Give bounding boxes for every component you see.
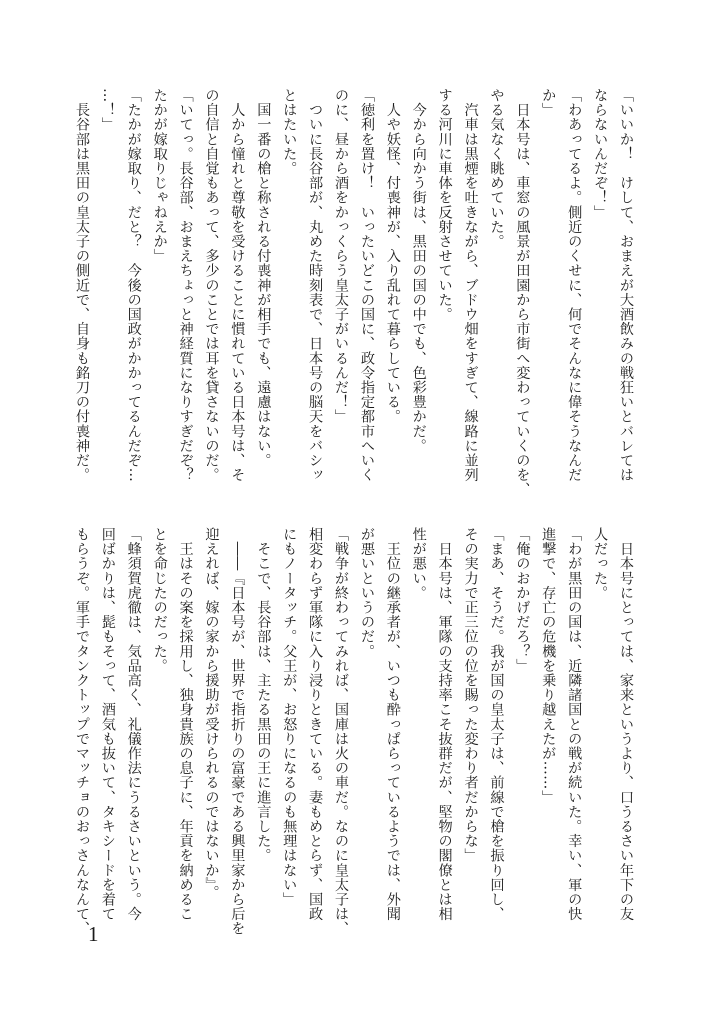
text-line: やる気なく眺めていた。 (488, 88, 505, 249)
text-line: 「蜂須賀虎徹は、気品高く、礼儀作法にうるさいという。今 (125, 527, 142, 922)
text-line: 迎えれば、嫁の家から援助が受けられるのではないか』。 (203, 527, 220, 900)
text-line: 日本号は、車窓の風景が田園から市街へ変わっていくのを、 (514, 88, 531, 497)
text-line: 進撃で、存亡の危機を乗り越えたが……」 (540, 527, 557, 805)
text-line: 「まあ、そうだ。我が国の皇太子は、前線で槍を振り回し、 (488, 527, 505, 922)
text-line: 人だった。 (592, 527, 609, 600)
text-line: にもノータッチ。父王が、お怒りになるのも無理はない」 (281, 527, 298, 907)
text-line: ならないんだぞ！」 (592, 88, 609, 220)
text-line: する河川に車体を反射させていた。 (436, 88, 453, 322)
text-line: 「たかが嫁取り、だと？ 今後の国政がかかってるんだぞ… (125, 88, 142, 483)
text-line: か」 (540, 88, 557, 118)
text-line: 相変わらず軍隊に入り浸りときている。妻もめとらず、国政 (307, 527, 324, 922)
text-line: 「わが黒田の国は、近隣諸国との戦が続いた。幸い、軍の快 (566, 527, 583, 922)
text-line: ――『日本号が、世界で指折りの富豪である興里家から后を (229, 527, 246, 936)
text-line: ついに長谷部が、丸めた時刻表で、日本号の脳天をバシッ (307, 88, 324, 483)
upper-text-block (68, 88, 638, 506)
text-line: 「徳利を置け！ いったいどこの国に、政令指定都市へいく (358, 88, 375, 483)
text-line: 汽車は黒煙を吐きながら、ブドウ畑をすぎて、線路に並列 (462, 88, 479, 483)
text-line: 「俺のおかげだろ？」 (514, 527, 531, 673)
text-line: とを命じたのだった。 (151, 527, 168, 673)
text-line: もらうぞ。軍手でタンクトップでマッチョのおっさんなんて、 (73, 527, 90, 936)
page-number: 1 (88, 922, 99, 946)
text-line: のに、昼から酒をかっくらう皇太子がいるんだ！」 (333, 88, 350, 424)
text-line: 「いいか！ けして、おまえが大酒飲みの戦狂いとバレては (618, 88, 634, 483)
text-line: が悪いというのだ。 (358, 527, 375, 659)
text-line: 王はその案を採用し、独身貴族の息子に、年貢を納めるこ (177, 527, 194, 922)
text-line: とはたいた。 (281, 88, 298, 176)
lower-text-block (68, 527, 638, 945)
text-line: 長谷部は黒田の皇太子の側近で、自身も銘刀の付喪神だ。 (73, 88, 90, 483)
text-line: 今から向かう街は、黒田の国の中でも、色彩豊かだ。 (410, 88, 427, 453)
text-line: 性が悪い。 (410, 527, 427, 600)
text-line: …！」 (99, 88, 116, 132)
text-line: 回ばかりは、髭もそって、酒気も抜いて、タキシードを着て (99, 527, 116, 922)
text-line: その実力で正三位の位を賜った変わり者だからな」 (462, 527, 479, 863)
text-line: そこで、長谷部は、主たる黒田の王に進言した。 (255, 527, 272, 863)
text-line: 日本号にとっては、家来というより、口うるさい年下の友 (618, 527, 634, 922)
text-line: 「戦争が終わってみれば、国庫は火の車だ。なのに皇太子は、 (333, 527, 350, 936)
text-line: 人や妖怪、付喪神が、入り乱れて暮らしている。 (384, 88, 401, 424)
text-line: 「わあってるよ。側近のくせに、何でそんなに偉そうなんだ (566, 88, 583, 483)
text-line: 「いてっ。長谷部、おまえちょっと神経質になりすぎだぞ？ (177, 88, 194, 483)
text-line: の自信と自覚もあって、多少のことでは耳を貸さないのだ。 (203, 88, 220, 483)
text-line: たかが嫁取りじゃねえか」 (151, 88, 168, 264)
text-line: 人から憧れと尊敬を受けることに慣れている日本号は、そ (229, 88, 246, 483)
text-line: 王位の継承者が、いつも酔っぱらっているようでは、外聞 (384, 527, 401, 922)
text-line: 日本号は、軍隊の支持率こそ抜群だが、堅物の閣僚とは相 (436, 527, 453, 922)
text-line: 国一番の槍と称される付喪神が相手でも、遠慮はない。 (255, 88, 272, 468)
